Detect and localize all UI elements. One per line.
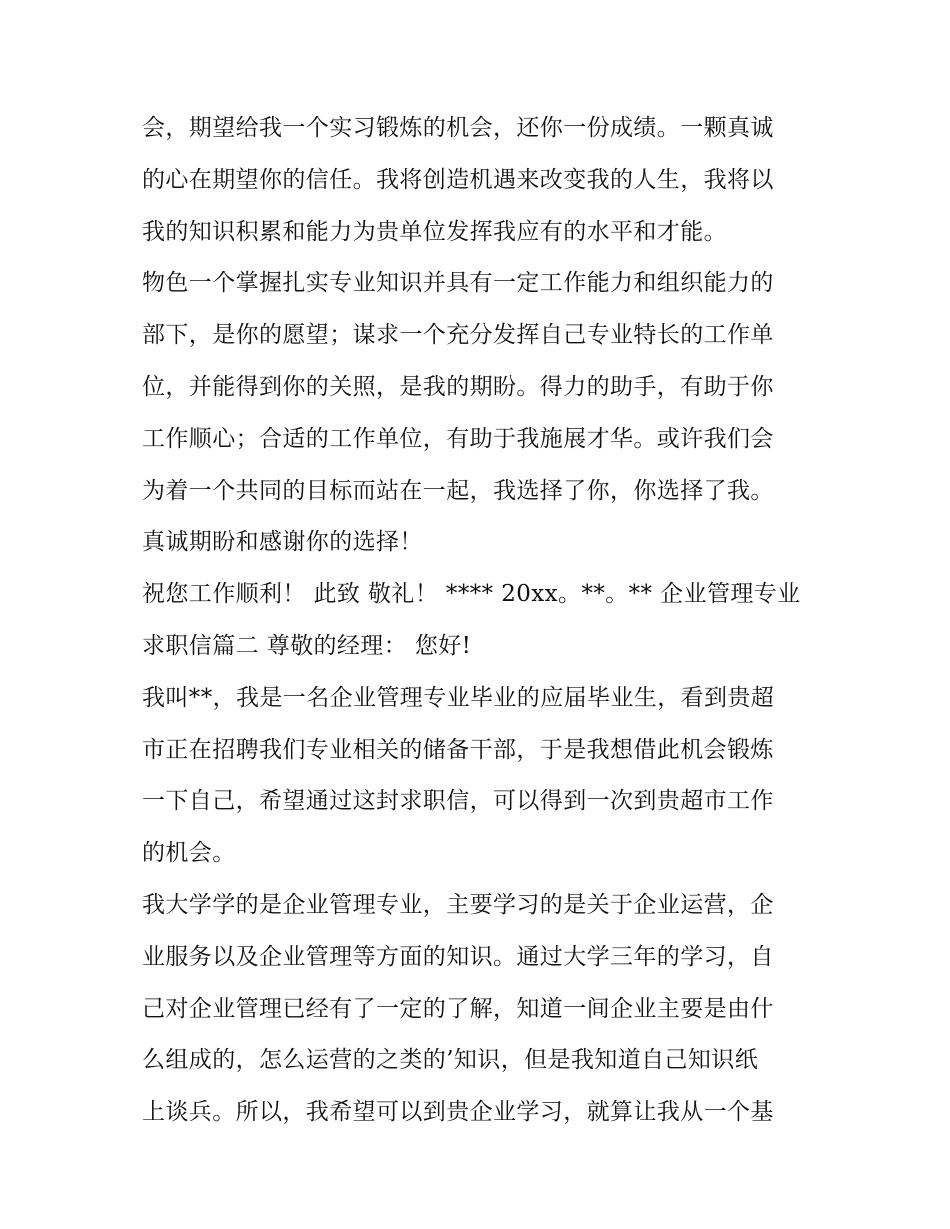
text-line: 我大学学的是企业管理专业，主要学习的是关于企业运营，企 (142, 891, 774, 918)
text-line: 市正在招聘我们专业相关的储备干部，于是我想借此机会锻炼 (142, 736, 774, 763)
text-line: 我叫**，我是一名企业管理专业毕业的应届毕业生，看到贵超 (142, 684, 775, 711)
text-line: 一下自己，希望通过这封求职信，可以得到一次到贵超市工作 (142, 788, 774, 815)
text-line: 会，期望给我一个实习锻炼的机会，还你一份成绩。一颗真诚 (142, 115, 774, 141)
text-line: 工作顺心；合适的工作单位，有助于我施展才华。或许我们会 (142, 425, 774, 452)
text-line: 的机会。 (142, 840, 236, 867)
text-line: 祝您工作顺利！ 此致 敬礼！ **** 20xx。**。** 企业管理专业 (142, 581, 801, 608)
text-line: 么组成的，怎么运营的之类的’知识，但是我知道自己知识纸 (142, 1047, 759, 1074)
body-text (142, 108, 822, 1144)
text-line: 的心在期望你的信任。我将创造机遇来改变我的人生，我将以 (142, 166, 774, 193)
text-line: 位，并能得到你的关照，是我的期盼。得力的助手，有助于你 (142, 373, 774, 400)
text-line: 部下，是你的愿望；谋求一个充分发挥自己专业特长的工作单 (142, 322, 774, 349)
text-line: 物色一个掌握扎实专业知识并具有一定工作能力和组织能力的 (142, 270, 774, 297)
text-line: 己对企业管理已经有了一定的了解，知道一间企业主要是由什 (142, 995, 774, 1022)
text-line: 上谈兵。所以，我希望可以到贵企业学习，就算让我从一个基 (142, 1099, 774, 1126)
text-line: 我的知识积累和能力为贵单位发挥我应有的水平和才能。 (142, 218, 727, 245)
text-line: 业服务以及企业管理等方面的知识。通过大学三年的学习，自 (142, 943, 774, 970)
text-line: 求职信篇二 尊敬的经理： 您好! (142, 632, 472, 659)
text-line: 真诚期盼和感谢你的选择！ (142, 529, 423, 556)
text-line: 为着一个共同的目标而站在一起，我选择了你，你选择了我。 (142, 477, 774, 504)
